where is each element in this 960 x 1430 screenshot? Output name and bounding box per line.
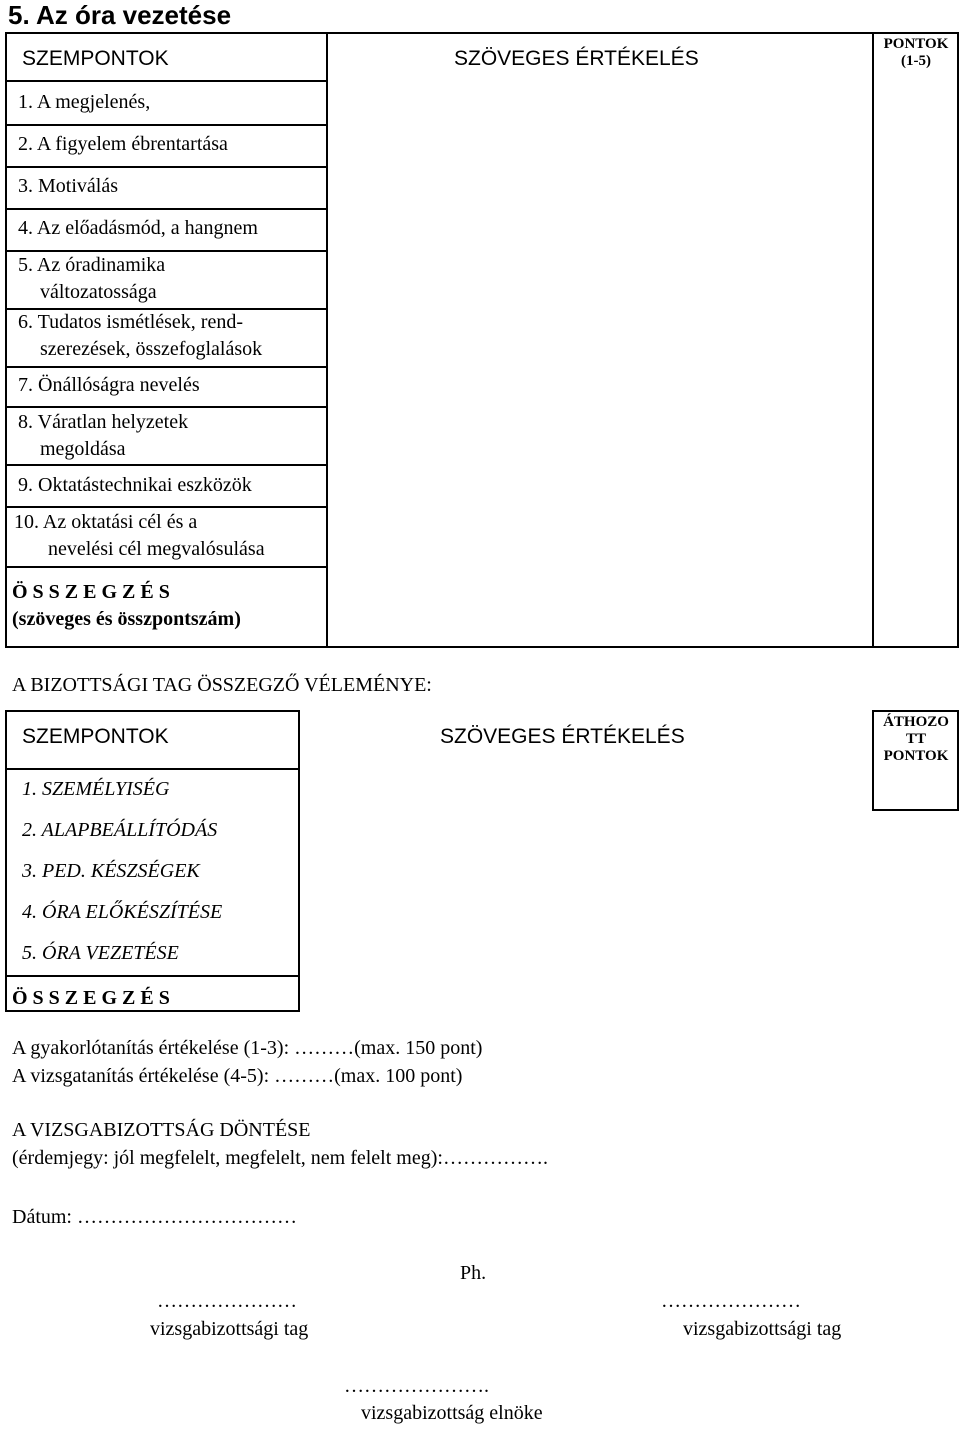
- table1-row-3: 3. Motiválás: [18, 175, 118, 197]
- table2-row-3: 3. PED. KÉSZSÉGEK: [22, 860, 200, 882]
- page-title: 5. Az óra vezetése: [8, 0, 232, 30]
- table2-row-5: 5. ÓRA VEZETÉSE: [22, 942, 179, 964]
- section-heading-committee-opinion: A BIZOTTSÁGI TAG ÖSSZEGZŐ VÉLEMÉNYE:: [12, 674, 432, 696]
- decision-heading: A VIZSGABIZOTTSÁG DÖNTÉSE: [12, 1119, 311, 1141]
- table1-row-1: 1. A megjelenés,: [18, 91, 151, 113]
- table1-row-4: 4. Az előadásmód, a hangnem: [18, 217, 258, 239]
- stamp-place-label: Ph.: [460, 1262, 487, 1284]
- table2-row-4: 4. ÓRA ELŐKÉSZÍTÉSE: [22, 901, 223, 923]
- signature-left-dots: …………………: [157, 1290, 297, 1312]
- table2-header-points-line3: PONTOK: [883, 748, 949, 764]
- signature-right-dots: …………………: [661, 1290, 801, 1312]
- table1-row-8-line2: megoldása: [40, 438, 126, 460]
- table1-summary-line1: Ö S S Z E G Z É S: [12, 581, 170, 603]
- chair-signature-label: vizsgabizottság elnöke: [361, 1402, 543, 1424]
- table2-row-1: 1. SZEMÉLYISÉG: [22, 778, 170, 800]
- practice-teaching-eval: A gyakorlótanítás értékelése (1-3): ………(max. 150 pont): [12, 1037, 483, 1059]
- table2-row-2: 2. ALAPBEÁLLÍTÓDÁS: [22, 819, 218, 841]
- date-line: Dátum: ……………………………: [12, 1206, 297, 1228]
- table1-header-criteria: SZEMPONTOK: [22, 47, 169, 70]
- table2-header-points-line1: ÁTHOZO: [883, 714, 949, 730]
- signature-right-label: vizsgabizottsági tag: [683, 1318, 842, 1340]
- chair-signature-dots: ………………….: [344, 1375, 489, 1397]
- table2-summary: Ö S S Z E G Z É S: [12, 987, 170, 1009]
- table2-header-text-eval: SZÖVEGES ÉRTÉKELÉS: [440, 725, 685, 748]
- signature-left-label: vizsgabizottsági tag: [150, 1318, 309, 1340]
- table1-row-10-line1: 10. Az oktatási cél és a: [14, 511, 198, 533]
- table1-row-9: 9. Oktatástechnikai eszközök: [18, 474, 252, 496]
- table1-row-8-line1: 8. Váratlan helyzetek: [18, 411, 189, 433]
- table2-header-points-line2: TT: [905, 731, 926, 747]
- decision-grade-line: (érdemjegy: jól megfelelt, megfelelt, nem felelt meg):…………….: [12, 1147, 548, 1169]
- table1-header-text-eval: SZÖVEGES ÉRTÉKELÉS: [454, 47, 699, 70]
- table2-header-points: [874, 714, 958, 765]
- table1-header-points-line1: PONTOK: [883, 36, 949, 52]
- table1-row-6-line2: szerezések, összefoglalások: [40, 338, 263, 360]
- table1-row-10-line2: nevelési cél megvalósulása: [48, 538, 265, 560]
- table1-row-7: 7. Önállóságra nevelés: [18, 374, 200, 396]
- table2-header-criteria: SZEMPONTOK: [22, 725, 169, 748]
- table1-row-2: 2. A figyelem ébrentartása: [18, 133, 228, 155]
- table1-header-points: [874, 36, 958, 70]
- table1-row-5-line1: 5. Az óradinamika: [18, 254, 166, 276]
- table1-row-6-line1: 6. Tudatos ismétlések, rend-: [18, 311, 243, 333]
- table1-header-points-line2: (1-5): [901, 53, 931, 69]
- table1-row-5-line2: változatossága: [40, 281, 157, 303]
- table1-summary-line2: (szöveges és összpontszám): [12, 608, 241, 630]
- exam-teaching-eval: A vizsgatanítás értékelése (4-5): ………(max. 100 pont): [12, 1065, 463, 1087]
